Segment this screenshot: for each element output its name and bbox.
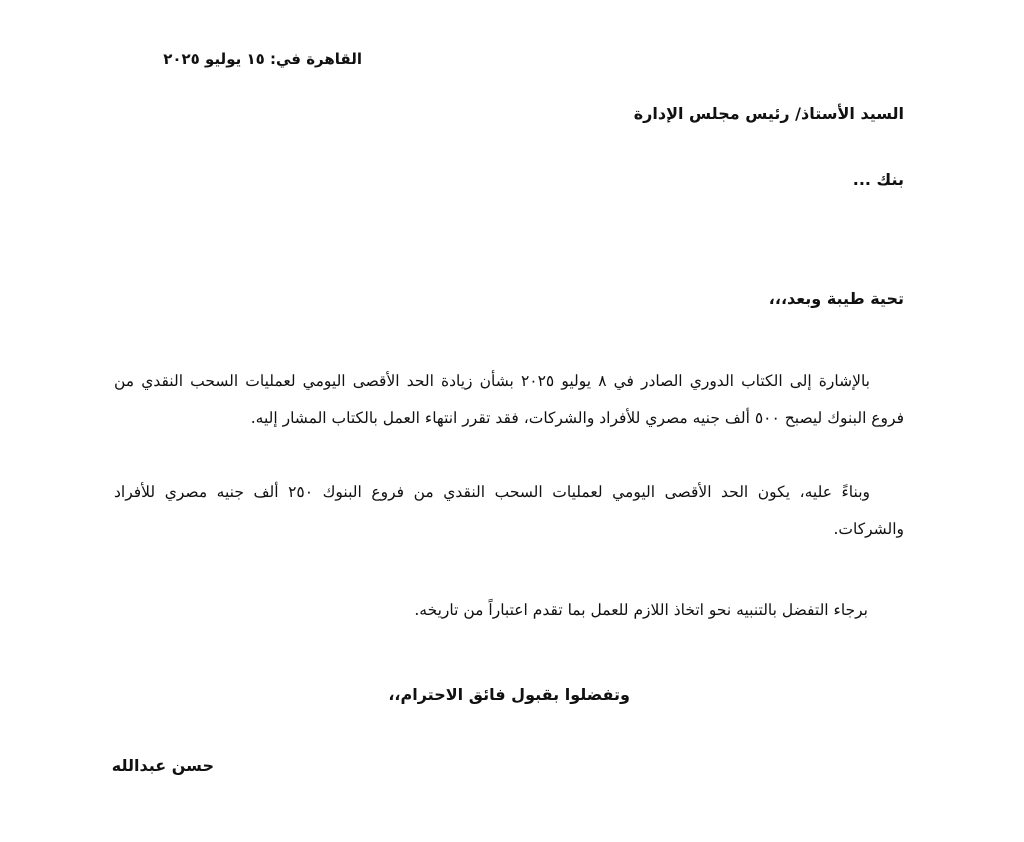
request-line: برجاء التفضل بالتنبيه نحو اتخاذ اللازم للعمل بما تقدم اعتباراً من تاريخه.: [414, 601, 868, 619]
date-line: القاهرة في: ١٥ يوليو ٢٠٢٥: [163, 50, 362, 68]
paragraph-1: [114, 363, 904, 437]
signature: حسن عبدالله: [111, 756, 214, 775]
greeting: تحية طيبة وبعد،،،: [768, 289, 904, 308]
recipient-bank: بنك ...: [852, 170, 904, 189]
paragraph-2: [114, 474, 904, 548]
recipient-title: السيد الأستاذ/ رئيس مجلس الإدارة: [633, 104, 904, 123]
paragraph-2-text: وبناءً عليه، يكون الحد الأقصى اليومي لعمليات السحب النقدي من فروع البنوك ٢٥٠ ألف جنيه مصري للأفراد والشركات.: [114, 483, 904, 538]
closing-line: وتفضلوا بقبول فائق الاحترام،،: [388, 685, 630, 704]
paragraph-1-text: بالإشارة إلى الكتاب الدوري الصادر في ٨ يوليو ٢٠٢٥ بشأن زيادة الحد الأقصى اليومي لعمليات السحب النقدي من فروع البنوك ليصبح ٥٠٠ ألف جنيه مصري للأفراد والشركات، فقد تقرر انتهاء العمل بالكتاب المشار إليه.: [114, 372, 904, 427]
